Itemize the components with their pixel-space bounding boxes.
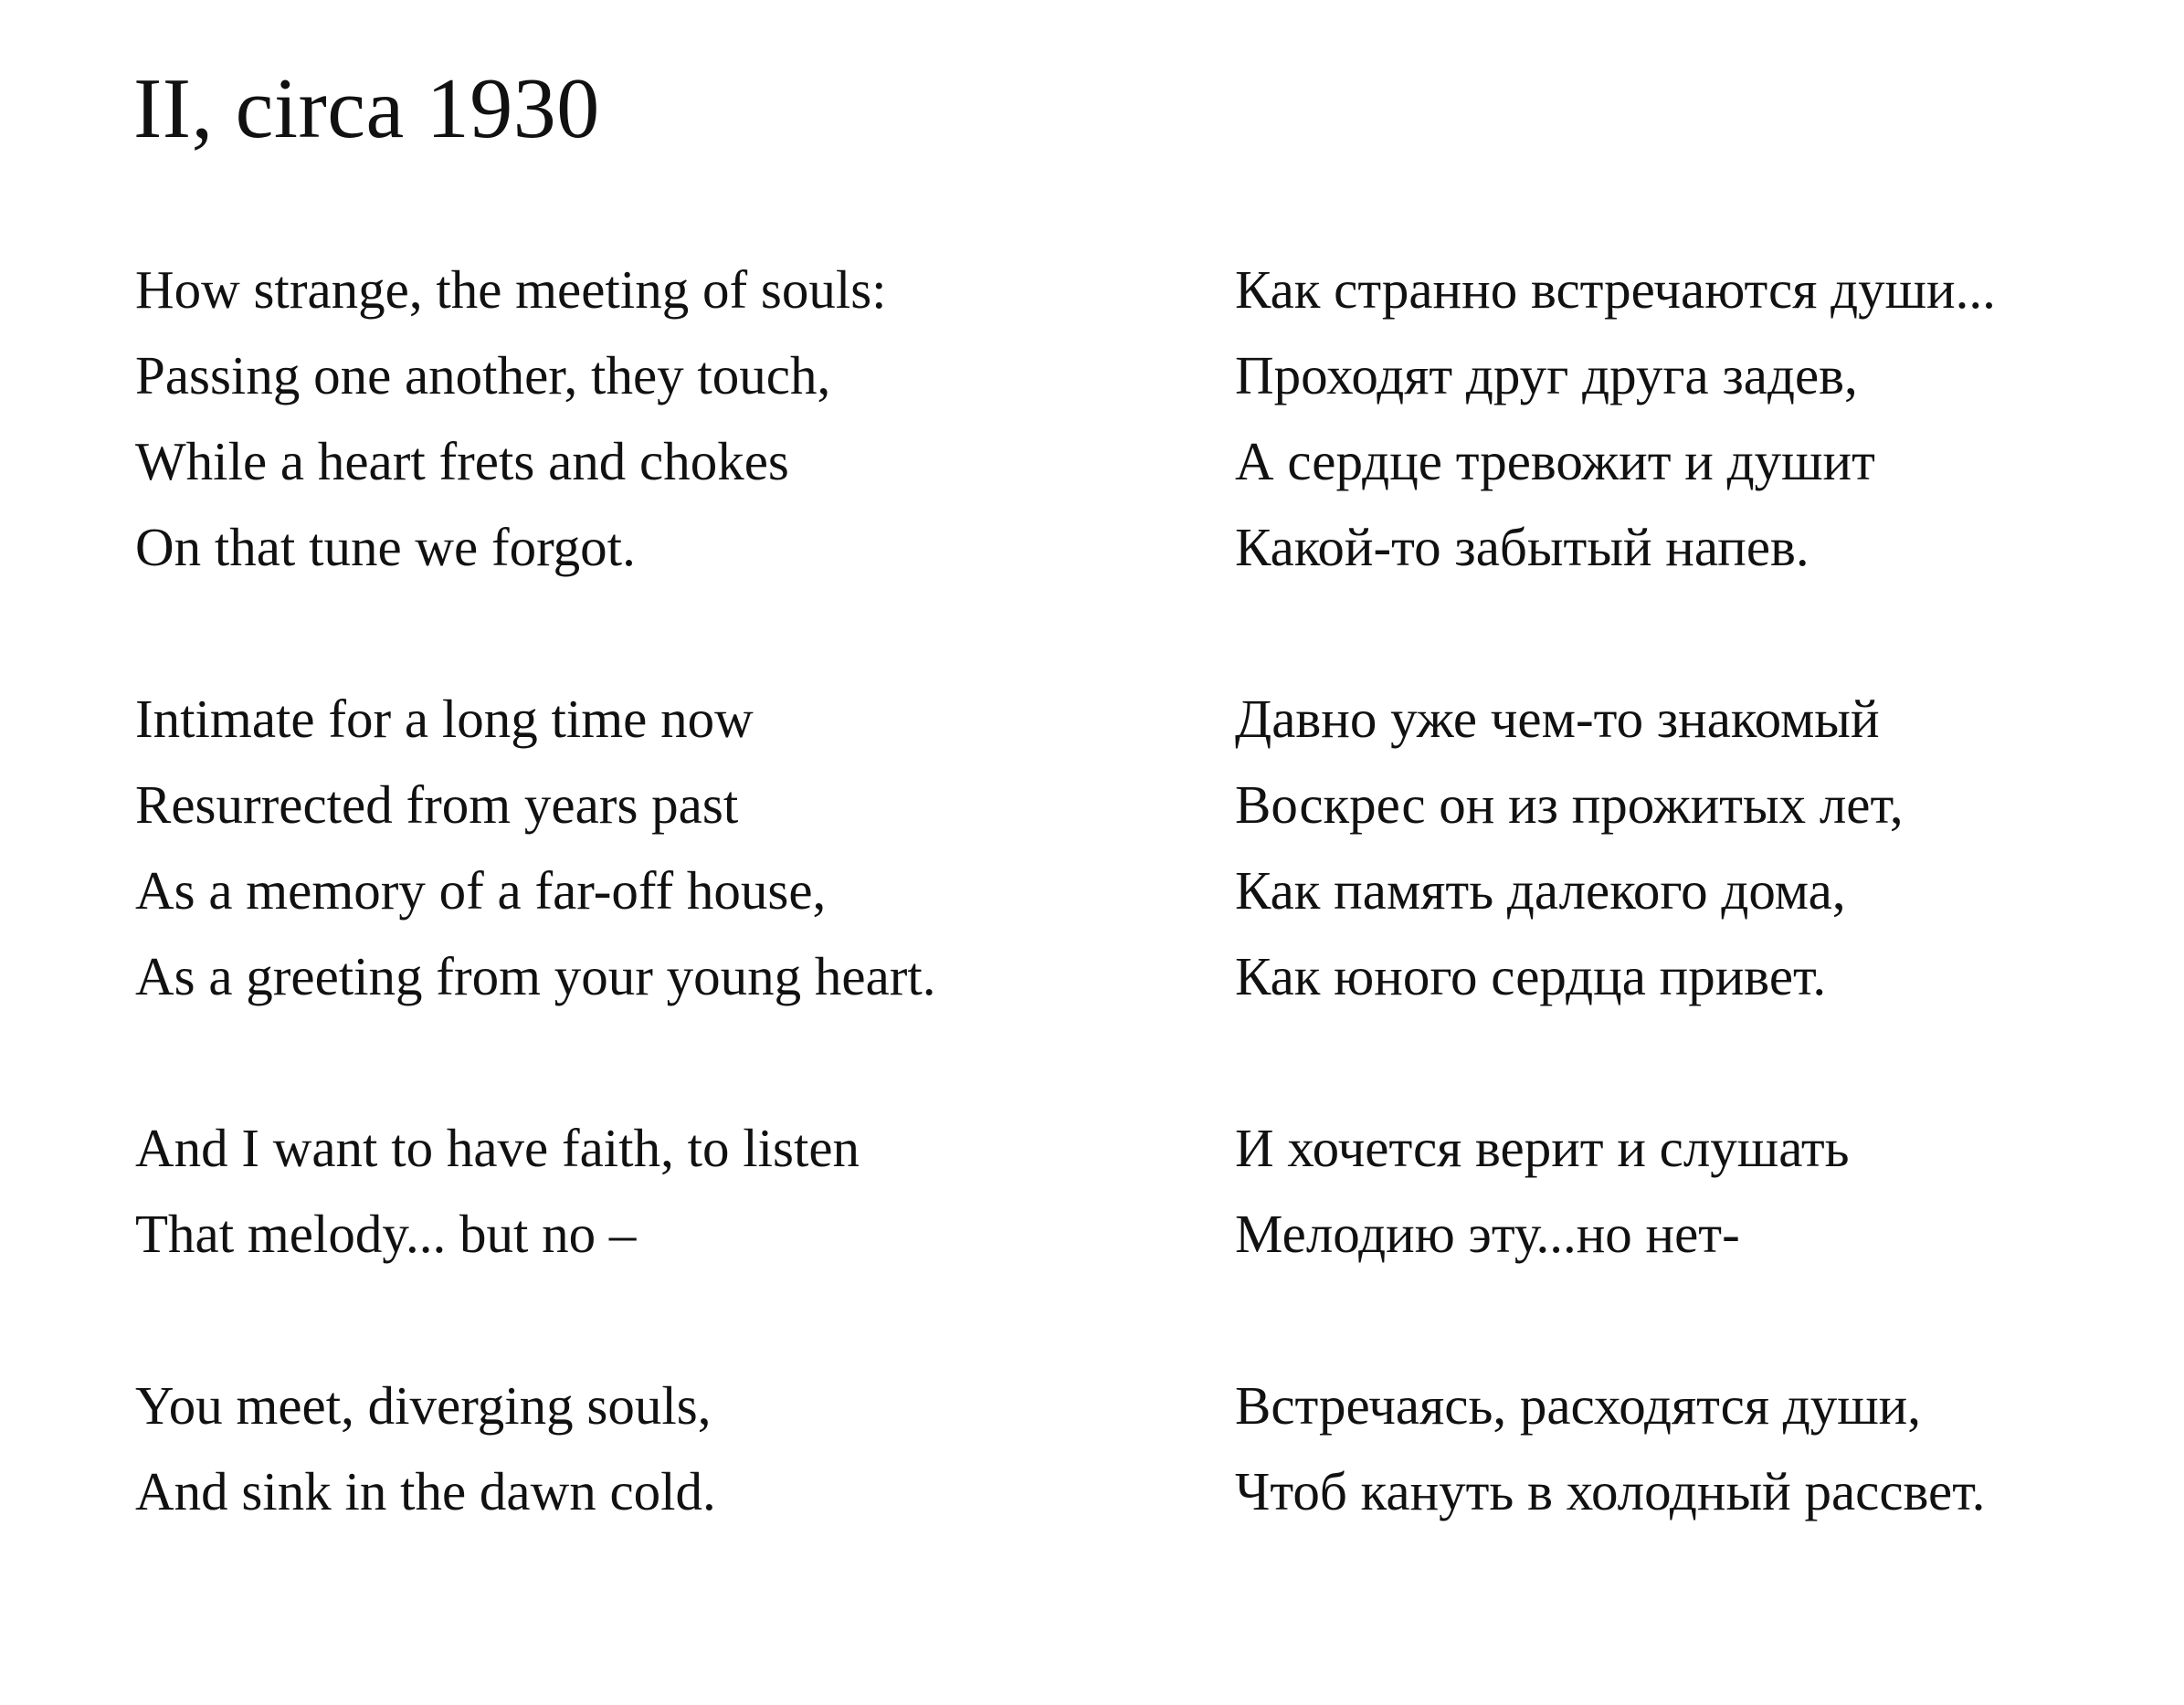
russian-line: А сердце тревожит и душит (1235, 431, 1875, 491)
russian-stanza-4 (1235, 1363, 1996, 1534)
russian-column (1235, 247, 1996, 1620)
russian-line: Как странно встречаются души... (1235, 259, 1996, 320)
english-line: Resurrected from years past (135, 774, 739, 835)
english-line: That melody... but no – (135, 1204, 637, 1264)
english-line: How strange, the meeting of souls: (135, 259, 887, 320)
russian-line: Как юного сердца привет. (1235, 946, 1827, 1006)
russian-line: Встречаясь, расходятся души, (1235, 1375, 1922, 1436)
russian-line: Проходят друг друга задев, (1235, 345, 1858, 405)
english-line: On that tune we forgot. (135, 517, 636, 577)
english-line: As a greeting from your young heart. (135, 946, 936, 1006)
english-line: You meet, diverging souls, (135, 1375, 712, 1436)
english-line: Intimate for a long time now (135, 689, 754, 749)
russian-stanza-2 (1235, 676, 1996, 1019)
russian-line: И хочется верит и слушать (1235, 1118, 1850, 1178)
english-line: And sink in the dawn cold. (135, 1461, 716, 1521)
russian-line: Мелодию эту...но нет- (1235, 1204, 1740, 1264)
russian-line: Как память далекого дома, (1235, 860, 1846, 921)
english-line: And I want to have faith, to listen (135, 1118, 860, 1178)
english-stanza-2 (135, 676, 936, 1019)
english-stanza-3 (135, 1105, 936, 1277)
english-line: While a heart frets and chokes (135, 431, 789, 491)
english-line: Passing one another, they touch, (135, 345, 831, 405)
russian-stanza-3 (1235, 1105, 1996, 1277)
english-stanza-4 (135, 1363, 936, 1534)
russian-line: Чтоб кануть в холодный рассвет. (1235, 1461, 1986, 1521)
english-line: As a memory of a far-off house, (135, 860, 827, 921)
russian-line: Какой-то забытый напев. (1235, 517, 1809, 577)
english-stanza-1 (135, 247, 936, 590)
poem-title: II, circa 1930 (133, 61, 600, 156)
russian-line: Давно уже чем-то знакомый (1235, 689, 1880, 749)
russian-stanza-1 (1235, 247, 1996, 590)
russian-line: Воскрес он из прожитых лет, (1235, 774, 1904, 835)
english-column (135, 247, 936, 1620)
